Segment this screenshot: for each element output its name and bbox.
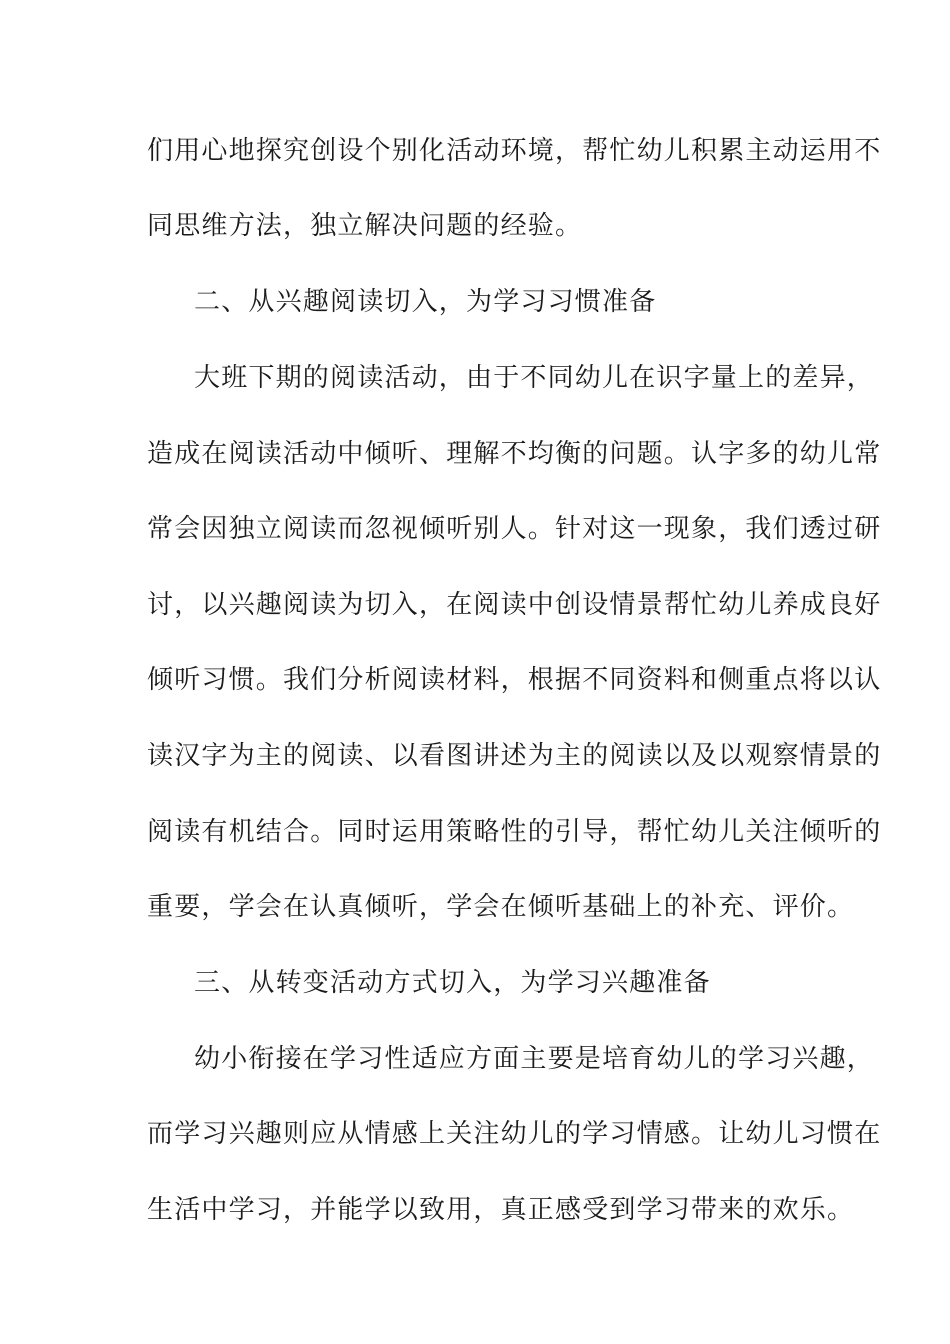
text-line: 重要，学会在认真倾听，学会在倾听基础上的补充、评价。	[147, 892, 855, 922]
text-line: 同思维方法，独立解决问题的经验。	[147, 211, 583, 241]
text-line: 讨，以兴趣阅读为切入，在阅读中创设情景帮忙幼儿养成良好	[147, 590, 882, 620]
text-line: 倾听习惯。我们分析阅读材料，根据不同资料和侧重点将以认	[147, 665, 882, 695]
text-line: 生活中学习，并能学以致用，真正感受到学习带来的欢乐。	[147, 1195, 855, 1225]
text-line: 阅读有机结合。同时运用策略性的引导，帮忙幼儿关注倾听的	[147, 817, 882, 847]
section-heading: 二、从兴趣阅读切入，为学习习惯准备	[194, 287, 657, 317]
text-line: 读汉字为主的阅读、以看图讲述为主的阅读以及以观察情景的	[147, 741, 882, 771]
text-line: 幼小衔接在学习性适应方面主要是培育幼儿的学习兴趣，	[194, 1044, 875, 1074]
section-heading: 三、从转变活动方式切入，为学习兴趣准备	[194, 968, 711, 998]
text-line: 大班下期的阅读活动，由于不同幼儿在识字量上的差异，	[194, 363, 875, 393]
text-line: 们用心地探究创设个别化活动环境，帮忙幼儿积累主动运用不	[147, 136, 882, 166]
text-line: 而学习兴趣则应从情感上关注幼儿的学习情感。让幼儿习惯在	[147, 1119, 882, 1149]
text-line: 常会因独立阅读而忽视倾听别人。针对这一现象，我们透过研	[147, 514, 882, 544]
text-line: 造成在阅读活动中倾听、理解不均衡的问题。认字多的幼儿常	[147, 439, 882, 469]
